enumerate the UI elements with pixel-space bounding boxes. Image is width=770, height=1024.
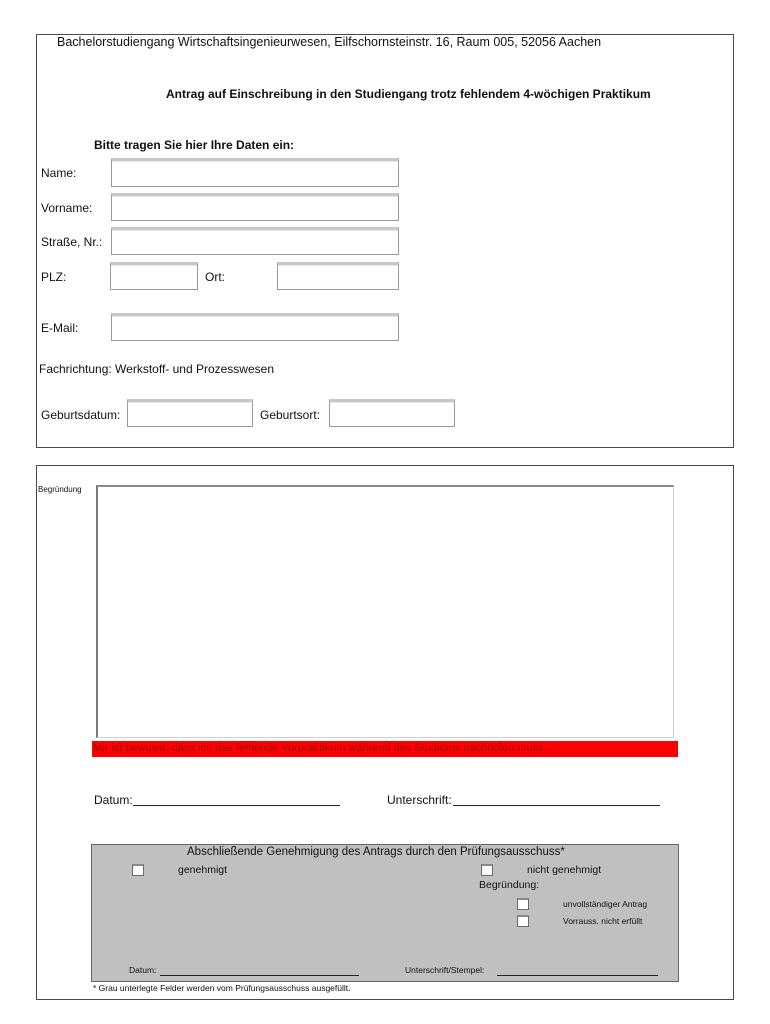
geburtsort-field[interactable] <box>329 399 455 427</box>
vorrauss-checkbox[interactable] <box>517 915 529 927</box>
unvollstaendig-label: unvollständiger Antrag <box>563 899 648 909</box>
name-label: Name: <box>41 166 77 180</box>
plz-label: PLZ: <box>41 270 67 284</box>
nicht-genehmigt-checkbox[interactable] <box>481 864 493 876</box>
notice-text: Mir ist bewusst, dass ich das fehlende Vorpraktikum während des Studiums nachholen muss. <box>93 742 547 754</box>
header-address: Bachelorstudiengang Wirtschaftsingenieurwesen, Eilfschornsteinstr. 16, Raum 005, 52056 Aachen <box>57 35 602 49</box>
geburtsort-label: Geburtsort: <box>260 408 321 422</box>
approval-title: Abschließende Genehmigung des Antrags durch den Prüfungsausschuss* <box>187 846 565 858</box>
genehmigt-label: genehmigt <box>178 864 228 876</box>
genehmigt-checkbox[interactable] <box>132 864 144 876</box>
name-field[interactable] <box>111 158 399 187</box>
unterschrift-line[interactable] <box>453 805 660 806</box>
plz-field[interactable] <box>110 262 198 290</box>
form-title: Antrag auf Einschreibung in den Studiengang trotz fehlendem 4-wöchigen Praktikum <box>166 87 651 101</box>
begruendung-textarea[interactable] <box>96 485 674 738</box>
email-label: E-Mail: <box>41 321 79 335</box>
unterschrift-label: Unterschrift: <box>387 793 452 807</box>
datum-line[interactable] <box>133 805 340 806</box>
fachrichtung-text: Fachrichtung: Werkstoff- und Prozesswesen <box>39 362 274 376</box>
approval-datum-label: Datum: <box>129 965 157 975</box>
approval-datum-line[interactable] <box>160 975 359 976</box>
ort-field[interactable] <box>277 262 399 290</box>
email-field[interactable] <box>111 313 399 341</box>
ort-label: Ort: <box>205 270 225 284</box>
unvollstaendig-checkbox[interactable] <box>517 898 529 910</box>
geburtsdatum-label: Geburtsdatum: <box>41 408 121 422</box>
approval-begruendung-label: Begründung: <box>479 879 540 891</box>
begruendung-label: Begründung <box>38 485 82 494</box>
approval-unterschrift-line[interactable] <box>497 975 658 976</box>
datum-label: Datum: <box>94 793 133 807</box>
form-instruction: Bitte tragen Sie hier Ihre Daten ein: <box>94 138 295 152</box>
vorrauss-label: Vorrauss. nicht erfüllt <box>563 916 643 926</box>
footnote: * Grau unterlegte Felder werden vom Prüfungsausschuss ausgefüllt. <box>93 983 351 993</box>
notice-bar <box>92 741 678 757</box>
approval-unterschrift-label: Unterschrift/Stempel: <box>405 965 485 975</box>
nicht-genehmigt-label: nicht genehmigt <box>527 864 602 876</box>
strasse-label: Straße, Nr.: <box>41 235 103 249</box>
vorname-label: Vorname: <box>41 201 93 215</box>
vorname-field[interactable] <box>111 193 399 221</box>
geburtsdatum-field[interactable] <box>127 399 253 427</box>
strasse-field[interactable] <box>111 227 399 255</box>
